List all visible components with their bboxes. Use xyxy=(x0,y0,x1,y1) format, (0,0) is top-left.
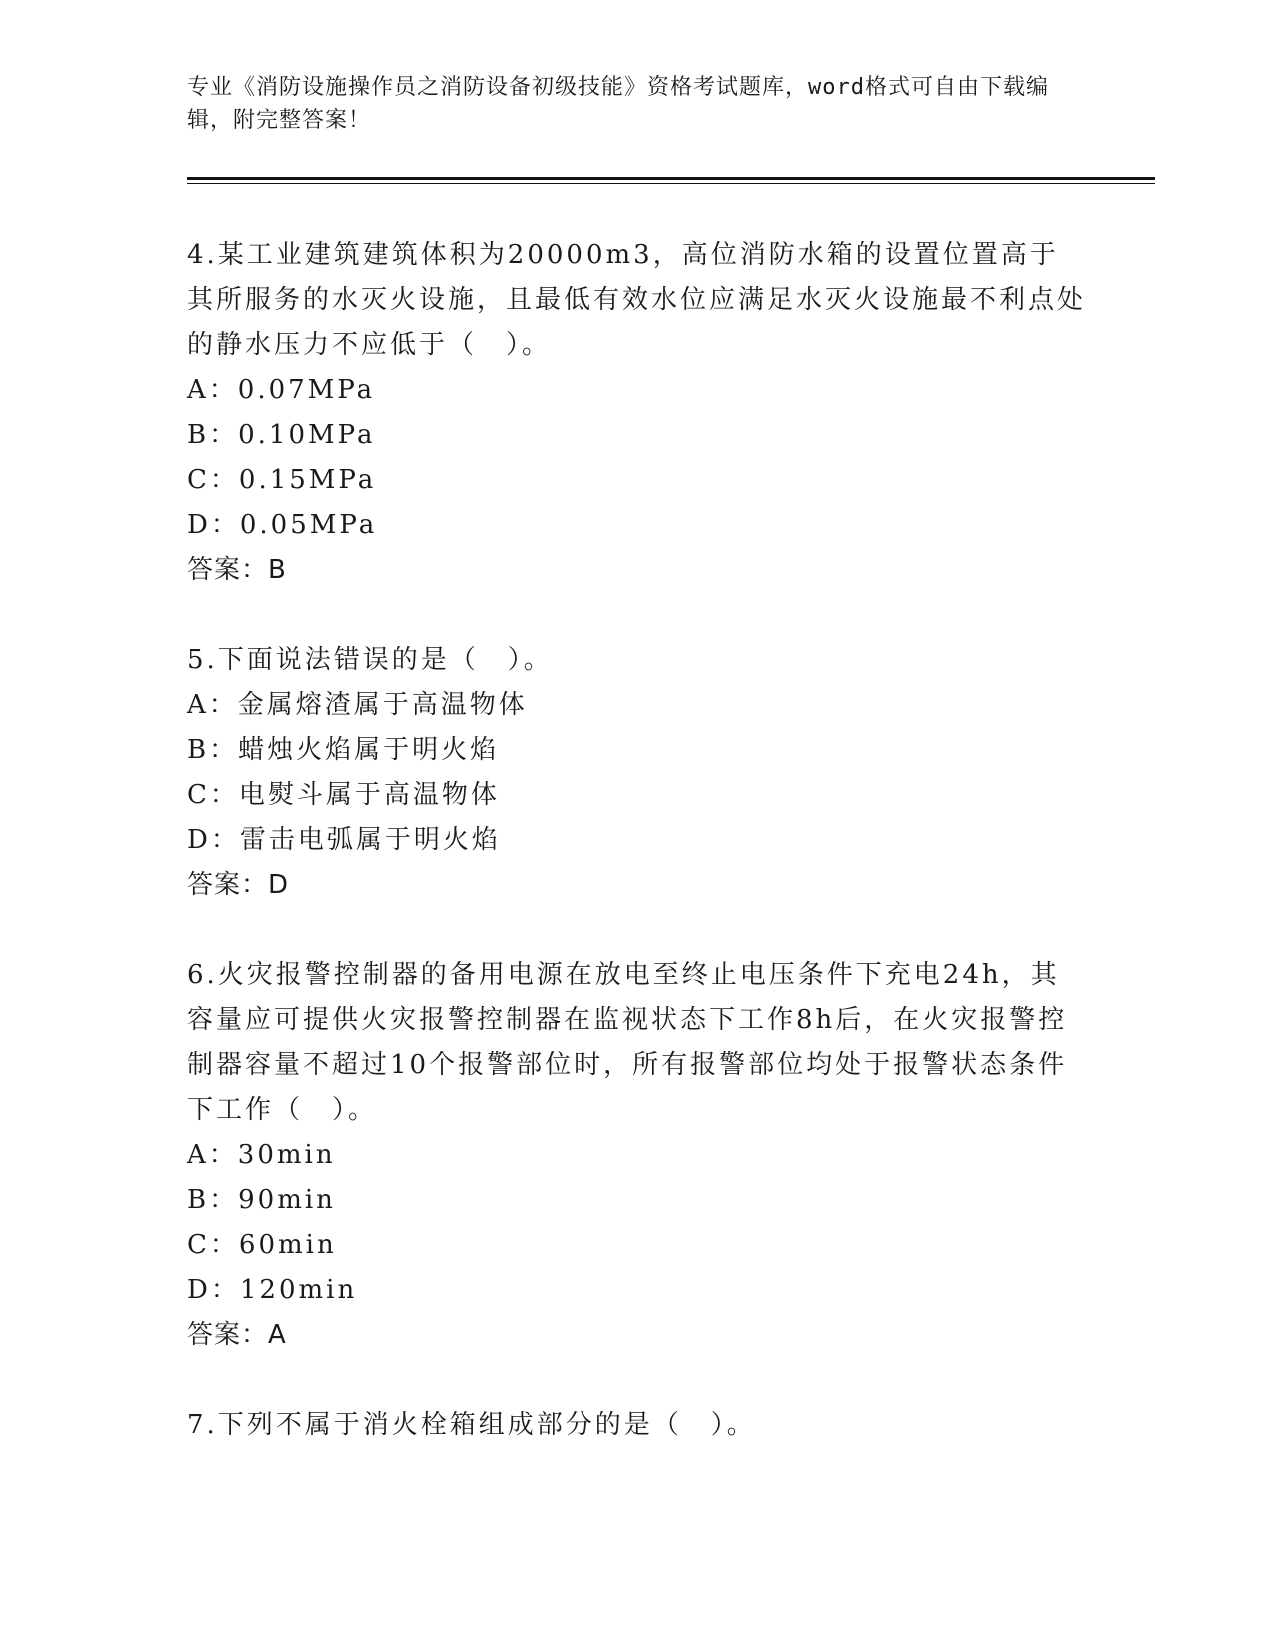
question-4 xyxy=(187,233,1087,593)
option-letter: A： xyxy=(187,1140,238,1170)
option-letter: B： xyxy=(187,1185,239,1215)
option-text: 0.10MPa xyxy=(238,420,376,450)
option-text: 30min xyxy=(237,1140,336,1170)
option-letter: C： xyxy=(187,780,239,810)
option-a xyxy=(187,1133,1087,1178)
option-d xyxy=(187,818,1087,863)
header-divider-thin xyxy=(187,183,1155,184)
header-divider-thick xyxy=(187,177,1155,180)
option-c xyxy=(187,1223,1087,1268)
option-b xyxy=(187,728,1087,773)
question-7 xyxy=(187,1403,1087,1448)
answer-line: 答案：A xyxy=(187,1320,287,1350)
option-a xyxy=(187,368,1087,413)
question-list xyxy=(187,233,1087,1493)
option-text: 90min xyxy=(238,1185,336,1215)
answer-line: 答案：B xyxy=(187,555,287,585)
header-text: 专业《消防设施操作员之消防设备初级技能》资格考试题库，word格式可自由下载编辑，附完整答案！ xyxy=(187,75,1049,133)
option-letter: B： xyxy=(187,735,239,765)
question-stem: 7.下列不属于消火栓箱组成部分的是（ ）。 xyxy=(187,1410,756,1440)
option-text: 60min xyxy=(238,1230,337,1260)
question-stem: 5.下面说法错误的是（ ）。 xyxy=(187,645,553,675)
document-header xyxy=(187,71,1067,137)
option-a xyxy=(187,683,1087,728)
option-text: 蜡烛火焰属于明火焰 xyxy=(238,735,500,765)
option-letter: A： xyxy=(187,375,238,405)
option-text: 雷击电弧属于明火焰 xyxy=(239,825,501,855)
option-d xyxy=(187,1268,1087,1313)
question-stem: 4.某工业建筑建筑体积为20000m3，高位消防水箱的设置位置高于其所服务的水灭火设施，且最低有效水位应满足水灭火设施最不利点处的静水压力不应低于（ ）。 xyxy=(187,240,1087,360)
option-text: 金属熔渣属于高温物体 xyxy=(237,690,528,720)
option-letter: D： xyxy=(187,1275,240,1305)
question-stem: 6.火灾报警控制器的备用电源在放电至终止电压条件下充电24h，其容量应可提供火灾报警控制器在监视状态下工作8h后，在火灾报警控制器容量不超过10个报警部位时，所有报警部位均处于报警状态条件下工作（ ）。 xyxy=(187,960,1068,1125)
option-letter: D： xyxy=(187,825,240,855)
answer-line: 答案：D xyxy=(187,870,290,900)
option-c xyxy=(187,458,1087,503)
option-text: 电熨斗属于高温物体 xyxy=(238,780,500,810)
option-text: 0.05MPa xyxy=(239,510,378,540)
option-text: 120min xyxy=(239,1275,358,1305)
question-6 xyxy=(187,953,1087,1358)
option-letter: C： xyxy=(187,1230,239,1260)
question-5 xyxy=(187,638,1087,908)
option-text: 0.15MPa xyxy=(238,465,377,495)
option-b xyxy=(187,1178,1087,1223)
option-letter: B： xyxy=(187,420,239,450)
option-letter: C： xyxy=(187,465,239,495)
option-b xyxy=(187,413,1087,458)
option-letter: A： xyxy=(187,690,238,720)
option-d xyxy=(187,503,1087,548)
option-text: 0.07MPa xyxy=(237,375,376,405)
option-c xyxy=(187,773,1087,818)
option-letter: D： xyxy=(187,510,240,540)
